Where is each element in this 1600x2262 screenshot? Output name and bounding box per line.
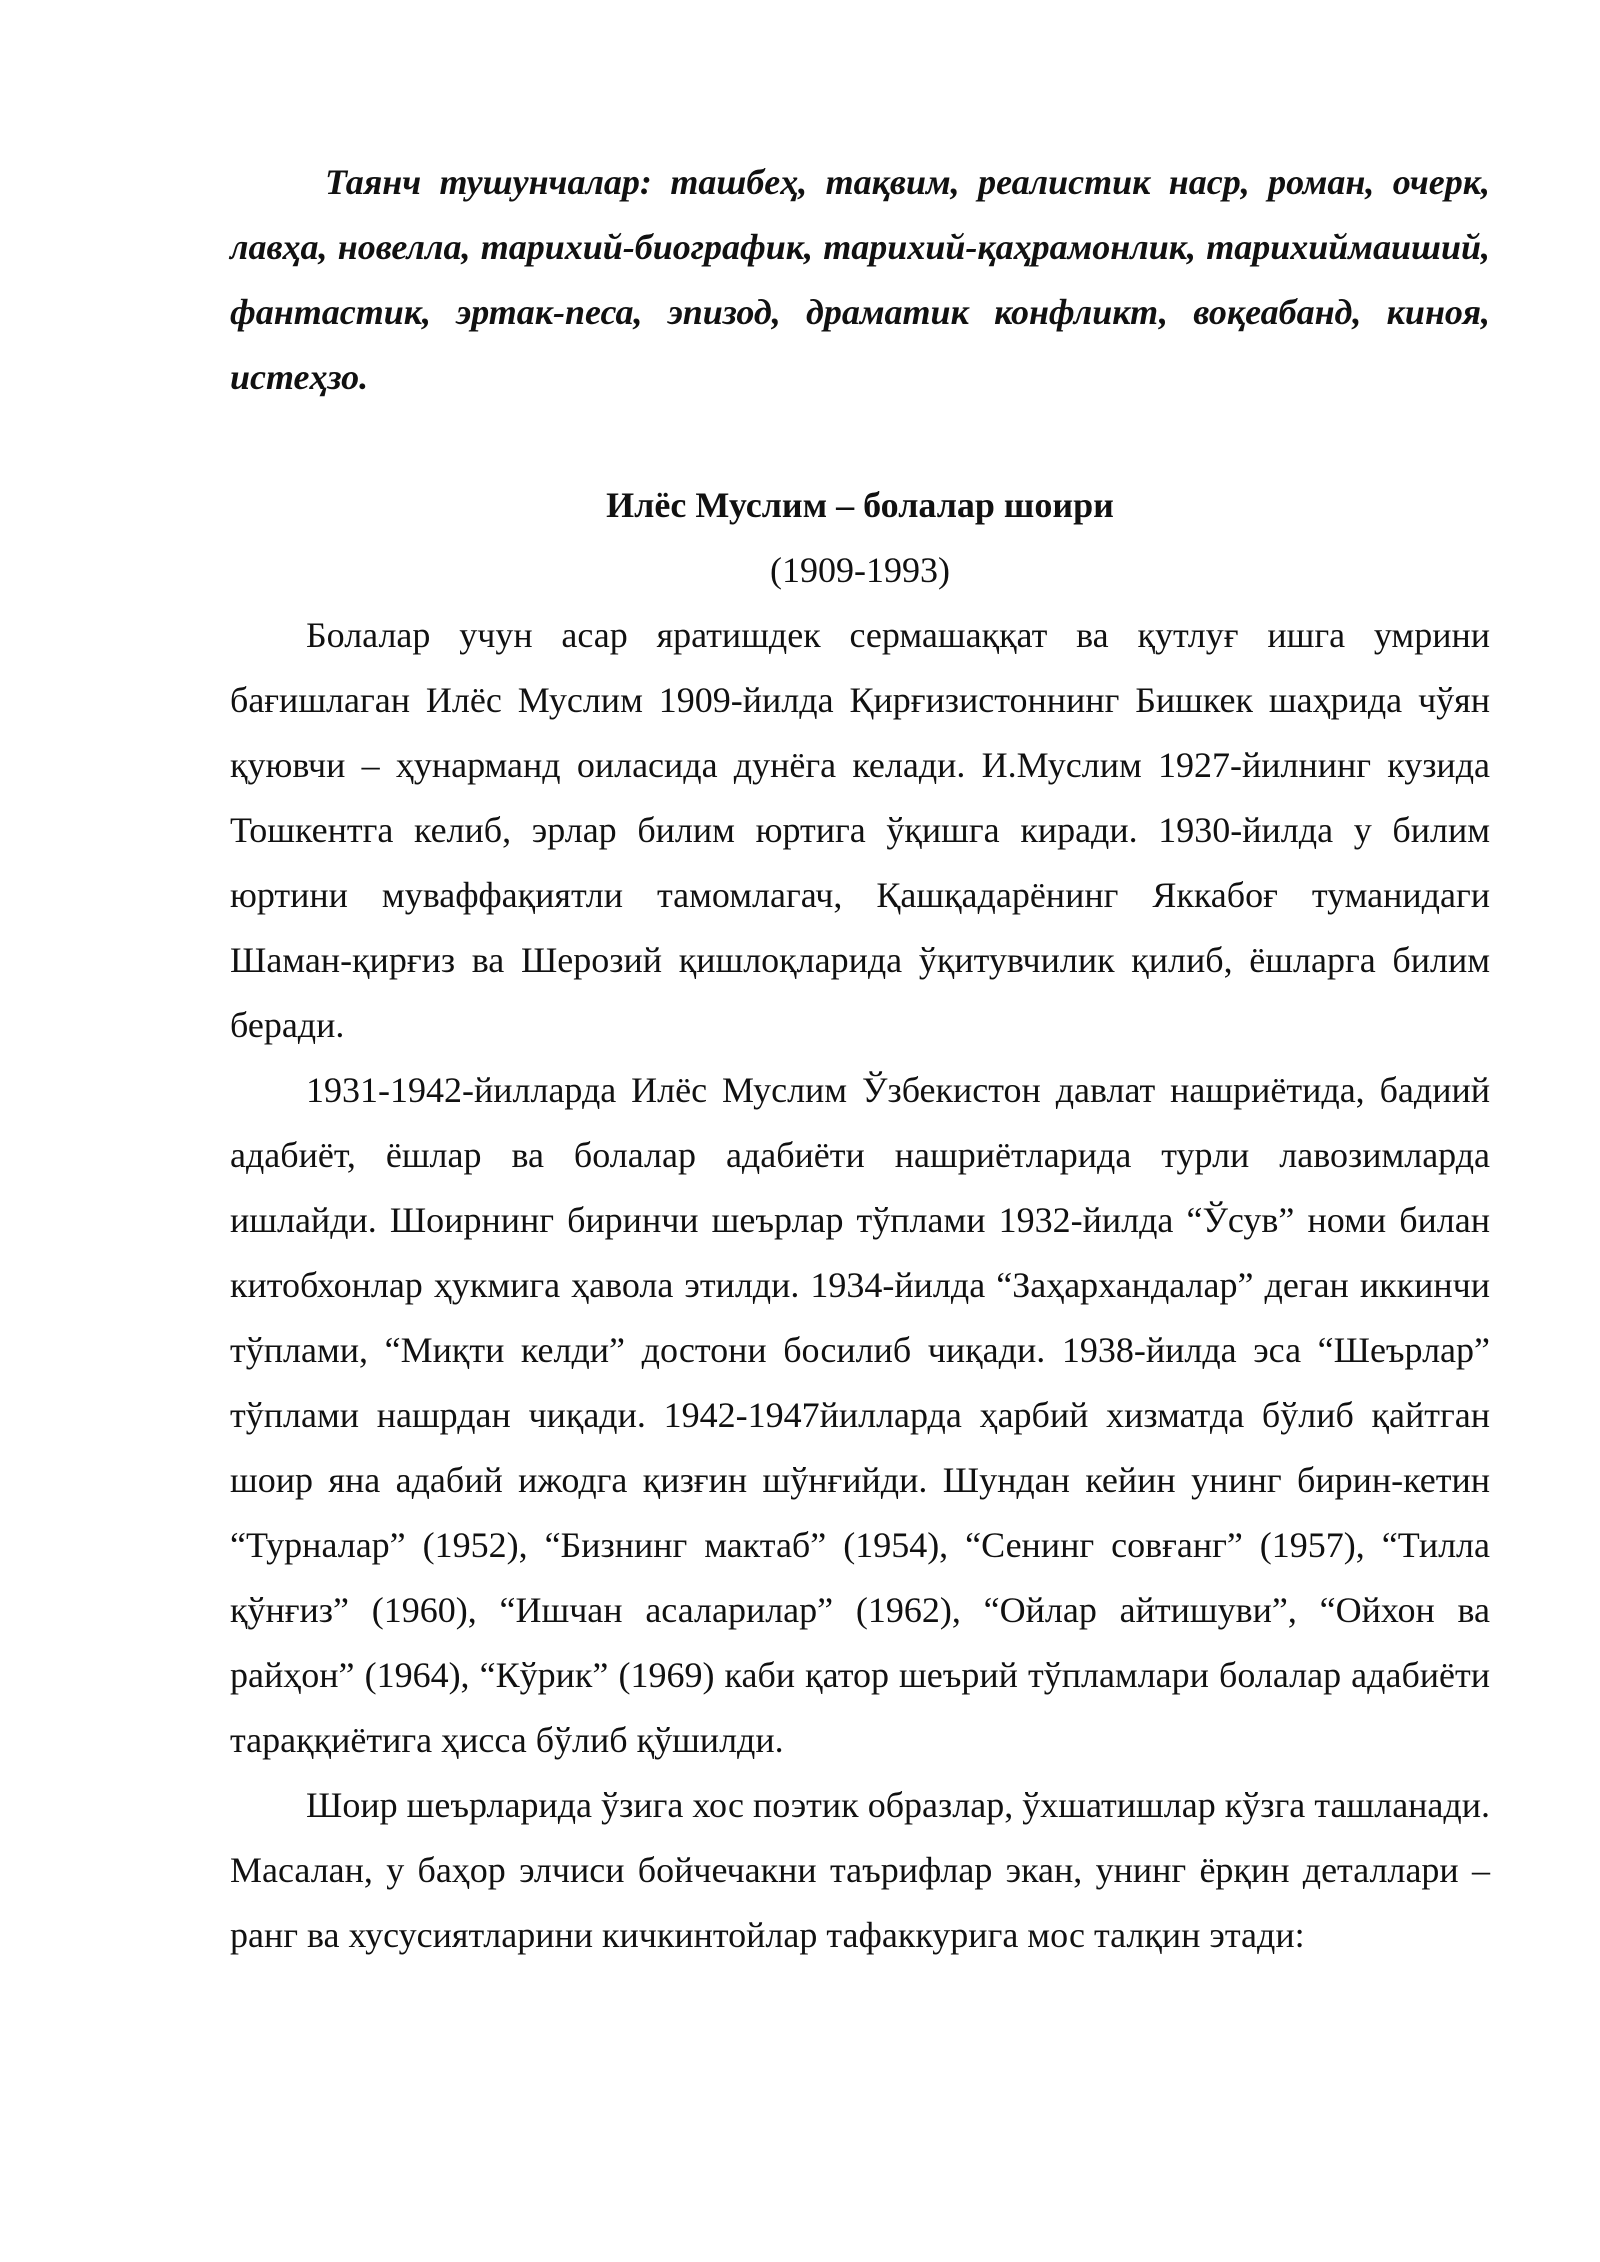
paragraph-career: 1931-1942-йилларда Илёс Муслим Ўзбекистон давлат нашриётида, бадиий адабиёт, ёшлар ва болалар адабиёти нашриётларида турли лавозимларда ишлайди. Шоирнинг биринчи шеърлар тўплами 1932-йилда “Ўсув” номи билан китобхонлар ҳукмига ҳавола этилди. 1934-йилда “Заҳархандалар” деган иккинчи тўплами, “Миқти келди” достони босилиб чиқади. 1938-йилда эса “Шеърлар” тўплами нашрдан чиқади. 1942-1947йилларда ҳарбий хизматда бўлиб қайтган шоир яна адабий ижодга қизғин шўнғийди. Шундан кейин унинг бирин-кетин “Турналар” (1952), “Бизнинг мактаб” (1954), “Сенинг совғанг” (1957), “Тилла қўнғиз” (1960), “Ишчан асаларилар” (1962), “Ойлар айтишуви”, “Ойхон ва райҳон” (1964), “Кўрик” (1969) каби қатор шеърий тўпламлари болалар адабиёти тараққиётига ҳисса бўлиб қўшилди. bbox=[230, 1070, 1490, 1760]
life-years: (1909-1993) bbox=[770, 550, 950, 590]
document-page bbox=[230, 150, 1490, 1968]
key-concepts: Таянч тушунчалар: ташбеҳ, тақвим, реалистик наср, роман, очерк, лавҳа, новелла, тарихий-биографик, тарихий-қаҳрамонлик, тарихиймаиший, фантастик, эртак-песа, эпизод, драматик конфликт, воқеабанд, киноя, истеҳзо. bbox=[230, 162, 1490, 397]
paragraph-poetics: Шоир шеърларида ўзига хос поэтик образлар, ўхшатишлар кўзга ташланади. Масалан, у баҳор элчиси бойчечакни таърифлар экан, унинг ёрқин деталлари – ранг ва хусусиятларини кичкинтойлар тафаккурига мос талқин этади: bbox=[230, 1785, 1490, 1955]
section-title: Илёс Муслим – болалар шоири bbox=[606, 485, 1114, 525]
paragraph-biography: Болалар учун асар яратишдек сермашаққат ва қутлуғ ишга умрини бағишлаган Илёс Муслим 1909-йилда Қирғизистоннинг Бишкек шаҳрида чўян қуювчи – ҳунарманд оиласида дунёга келади. И.Муслим 1927-йилнинг кузида Тошкентга келиб, эрлар билим юртига ўқишга киради. 1930-йилда у билим юртини муваффақиятли тамомлагач, Қашқадарёнинг Яккабоғ туманидаги Шаман-қирғиз ва Шерозий қишлоқларида ўқитувчилик қилиб, ёшларга билим беради. bbox=[230, 615, 1490, 1045]
